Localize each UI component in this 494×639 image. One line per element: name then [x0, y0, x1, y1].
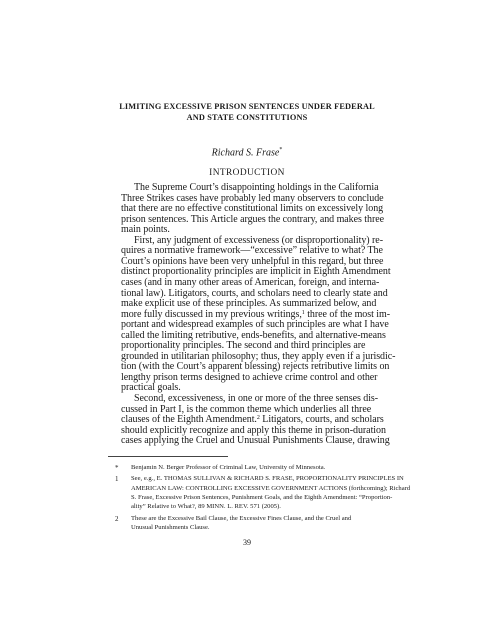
body-line: [121, 382, 493, 393]
footnote-1-mark: 1: [115, 475, 119, 484]
body-line: [121, 266, 493, 277]
footnote-2-mark: 2: [115, 514, 119, 523]
body-line-text: cussed in Part I, is the common theme which underlies all three: [121, 403, 372, 415]
author-note-mark: *: [279, 147, 283, 153]
body-line-text: tional law). Litigators, courts, and scholars need to clearly state and: [121, 287, 388, 299]
footnote-2: These are the Excessive Bail Clause, the Excessive Fines Clause, and the Cruel and: [131, 514, 352, 522]
body-line-text: cases (and in many other areas of American, foreign, and interna-: [121, 276, 380, 288]
body-line-text: more fully discussed in my previous writings,: [121, 308, 302, 320]
body-line-text: proportionality principles. The second and third principles are: [121, 340, 366, 352]
page-number: 39: [243, 538, 251, 547]
body-line: [121, 298, 493, 309]
body-line: [121, 245, 493, 256]
footnote-2-cont: Unusual Punishments Clause.: [131, 523, 210, 531]
body-line-text: First, any judgment of excessiveness (or disproportionality) re-: [134, 234, 383, 246]
body-line: [121, 256, 493, 267]
body-line: [121, 203, 493, 214]
footnote-1-cont: ality” Relative to What?, 89 MINN. L. REV. 571 (2005).: [131, 503, 281, 511]
body-line-text: tion (with the Court’s apparent blessing) rejects retributive limits on: [121, 361, 390, 373]
body-line: [121, 404, 493, 415]
footnote-star-mark: *: [115, 464, 119, 472]
body-line: [121, 414, 493, 425]
body-line: [121, 288, 493, 299]
footnote-1: See, e.g., E. THOMAS SULLIVAN & RICHARD S. FRASE, PROPORTIONALITY PRINCIPLES IN: [131, 475, 404, 483]
body-line: [134, 182, 494, 193]
body-line-text: grounded in utilitarian philosophy; thus, they apply even if a jurisdic-: [121, 350, 396, 362]
body-line-text: distinct proportionality principles are implicit in Eighth Amendment: [121, 266, 391, 278]
article-title-line-2: AND STATE CONSTITUTIONS: [186, 113, 308, 122]
body-line-text: portant and widespread examples of such principles are what I have: [121, 319, 389, 331]
body-line-tail: Litigators, courts, and scholars: [259, 414, 384, 426]
author-byline: [0, 147, 494, 158]
body-line-text: The Supreme Court’s disappointing holdings in the California: [134, 182, 379, 193]
body-line-text: quires a normative framework—“excessive” relative to what? The: [121, 245, 383, 257]
body-line-text: called the limiting retributive, ends-benefits, and alternative-means: [121, 329, 386, 341]
body-line: [121, 319, 493, 330]
body-line: [121, 435, 493, 446]
body-line: [121, 372, 493, 383]
footnote-ref-1[interactable]: 1: [301, 309, 305, 316]
author-name: Richard S. Frase: [211, 147, 280, 159]
body-line-text: practical goals.: [121, 382, 181, 394]
body-line: [121, 340, 493, 351]
body-line: [121, 361, 493, 372]
body-line-text: clauses of the Eighth Amendment.: [121, 414, 257, 426]
footnote-1-cont: S. Frase, Excessive Prison Sentences, Punishment Goals, and the Eighth Amendment: “Proportion-: [131, 493, 393, 501]
section-heading: INTRODUCTION: [209, 168, 285, 178]
body-line-text: Court’s opinions have been very unhelpful in this regard, but three: [121, 255, 384, 267]
body-line: [121, 425, 493, 436]
body-line: [121, 224, 493, 235]
footnote-separator: [108, 456, 228, 457]
footnote-1-cont: AMERICAN LAW: CONTROLLING EXCESSIVE GOVERNMENT ACTIONS (forthcoming); Richard: [131, 484, 411, 492]
body-line: [121, 193, 493, 204]
footnote-ref-2[interactable]: 2: [256, 415, 260, 422]
body-line-text: lengthy prison terms designed to achieve crime control and other: [121, 371, 378, 383]
body-line-text: Second, excessiveness, in one or more of the three senses dis-: [134, 393, 379, 404]
body-line-text: prison sentences. This Article argues the contrary, and makes three: [121, 213, 385, 225]
body-line: [134, 393, 494, 404]
body-line-text: should explicitly recognize and apply this theme in prison-duration: [121, 424, 386, 436]
body-line-text: make explicit use of these principles. As summarized below, and: [121, 298, 377, 310]
footnote-star: Benjamin N. Berger Professor of Criminal Law, University of Minnesota.: [131, 464, 326, 471]
body-line-text: main points.: [121, 224, 170, 236]
body-line-text: Three Strikes cases have probably led many observers to conclude: [121, 192, 384, 204]
body-line-tail: three of the most im-: [304, 308, 391, 320]
body-line: [121, 214, 493, 225]
body-line-text: that there are no effective constitutional limits on excessively long: [121, 203, 384, 215]
body-line: [134, 235, 494, 246]
body-line: [121, 330, 493, 341]
body-line: [121, 277, 493, 288]
body-line: [121, 351, 493, 362]
article-title-line-1: LIMITING EXCESSIVE PRISON SENTENCES UNDER FEDERAL: [119, 102, 375, 111]
body-line: [121, 309, 493, 320]
body-line-text: cases applying the Cruel and Unusual Punishments Clause, drawing: [121, 435, 390, 447]
